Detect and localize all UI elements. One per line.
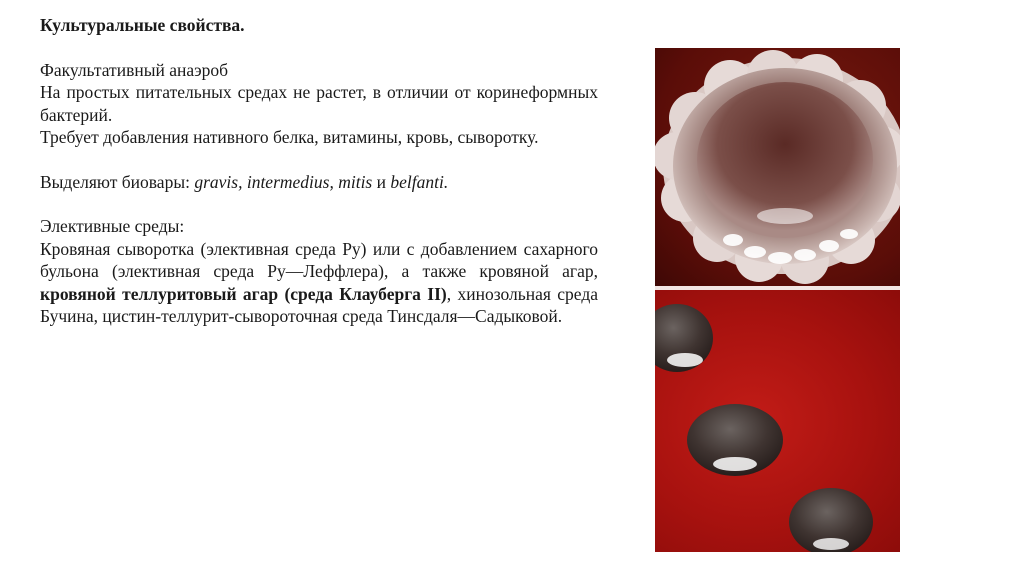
agar-colonies-illustration xyxy=(655,290,900,552)
biovars-names: gravis, intermedius, mitis xyxy=(194,171,373,192)
biovars-conj: и xyxy=(372,171,391,192)
spacer xyxy=(40,193,598,215)
spacer xyxy=(40,149,598,171)
colony-3 xyxy=(789,488,873,552)
paragraph-biovars xyxy=(40,171,598,194)
paragraph-anaerobe: Факультативный анаэроб xyxy=(40,59,229,80)
elective-text-bold: кровяной теллуритовый агар (среда Клауберга II) xyxy=(40,283,447,304)
paragraph-elective-heading: Элективные среды: xyxy=(40,216,185,236)
biovars-lead: Выделяют биовары: xyxy=(40,171,195,192)
elective-text-1: Кровяная сыворотка (элективная среда Ру) или с добавлением сахарного бульона (элективная среда Ру—Леффлера), а также кровяной агар, xyxy=(40,238,598,281)
colony-1 xyxy=(655,304,713,372)
paragraph-requirements: Требует добавления нативного белка, витамины, кровь, сыворотку. xyxy=(40,127,539,147)
paragraph-simple-media: На простых питательных средах не растет, в отличии от коринеформных бактерий. xyxy=(40,82,598,125)
paragraph-elective-media xyxy=(40,238,598,328)
text-content xyxy=(40,14,598,328)
colony-2 xyxy=(687,404,783,476)
colony-photo-bottom xyxy=(655,290,900,552)
colony-illustration xyxy=(655,48,900,286)
slide-title: Культуральные свойства. xyxy=(40,15,245,35)
elective-text-2: , хинозольная среда Бучина, цистин-теллурит-сывороточная среда Тинсдаля—Садыковой. xyxy=(40,283,599,326)
colony-photo-top xyxy=(655,48,900,286)
biovars-last: belfanti. xyxy=(390,171,449,192)
